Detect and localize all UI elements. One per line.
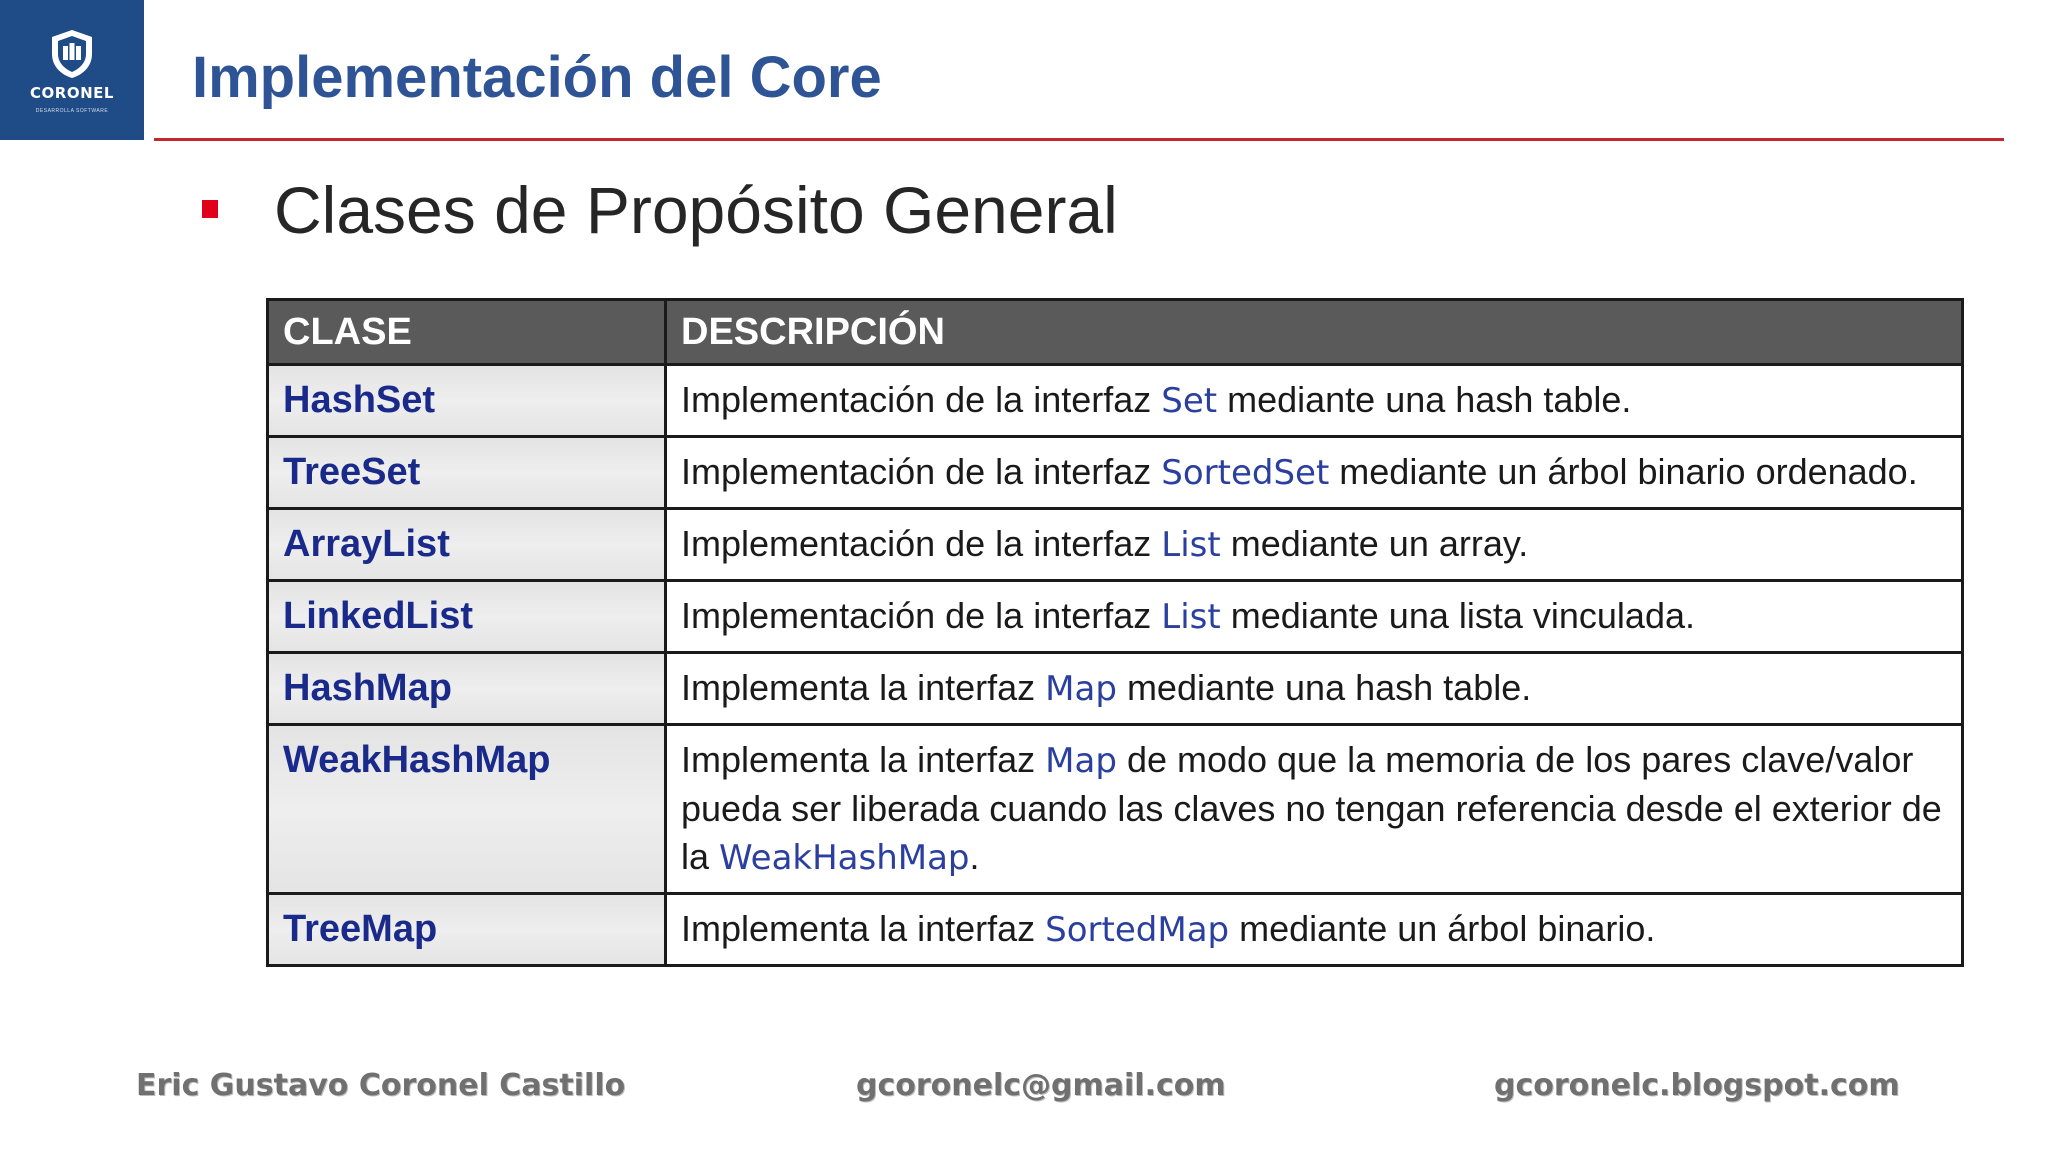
interface-name: WeakHashMap xyxy=(719,838,970,878)
class-name-cell: WeakHashMap xyxy=(268,725,666,894)
logo-tagline: DESARROLLA SOFTWARE xyxy=(35,108,109,114)
interface-name: Map xyxy=(1045,669,1117,709)
table-row xyxy=(268,894,1963,966)
interface-name: Map xyxy=(1045,741,1117,781)
description-text: Implementación de la interfaz xyxy=(681,523,1162,564)
footer-email[interactable]: gcoronelc@gmail.com xyxy=(856,1068,1226,1103)
footer-blog[interactable]: gcoronelc.blogspot.com xyxy=(1494,1068,1900,1103)
class-name-cell: HashMap xyxy=(268,653,666,725)
description-text: mediante una lista vinculada. xyxy=(1220,595,1695,636)
description-text: . xyxy=(969,836,980,877)
table-row xyxy=(268,509,1963,581)
description-text: mediante un array. xyxy=(1220,523,1529,564)
description-cell xyxy=(666,725,1963,894)
class-name-cell: TreeMap xyxy=(268,894,666,966)
slide-title: Implementación del Core xyxy=(192,45,882,110)
description-cell xyxy=(666,653,1963,725)
description-text: de modo que la memoria de los pares clave/valor pueda ser liberada cuando las claves no tengan referencia desde el exterior de la xyxy=(681,739,1942,877)
class-name-cell: TreeSet xyxy=(268,437,666,509)
bullet-square-icon xyxy=(202,200,218,218)
description-text: Implementa la interfaz xyxy=(681,667,1046,708)
description-text: Implementa la interfaz xyxy=(681,739,1046,780)
table-row xyxy=(268,365,1963,437)
class-name-cell: ArrayList xyxy=(268,509,666,581)
interface-name: SortedSet xyxy=(1161,453,1330,493)
description-text: mediante un árbol binario. xyxy=(1229,908,1656,949)
description-cell xyxy=(666,581,1963,653)
description-cell xyxy=(666,894,1963,966)
table-row xyxy=(268,653,1963,725)
description-text: Implementación de la interfaz xyxy=(681,451,1162,492)
header-descripcion: DESCRIPCIÓN xyxy=(666,300,1963,365)
table-row xyxy=(268,437,1963,509)
description-text: Implementación de la interfaz xyxy=(681,379,1162,420)
description-cell xyxy=(666,437,1963,509)
description-cell xyxy=(666,509,1963,581)
description-text: mediante un árbol binario ordenado. xyxy=(1329,451,1918,492)
description-text: mediante una hash table. xyxy=(1116,667,1532,708)
shield-icon xyxy=(49,28,95,80)
interface-name: SortedMap xyxy=(1045,910,1230,950)
description-text: Implementación de la interfaz xyxy=(681,595,1162,636)
classes-table xyxy=(266,298,1964,967)
bullet-heading: Clases de Propósito General xyxy=(274,173,1118,247)
logo xyxy=(0,0,144,140)
table-header-row xyxy=(268,300,1963,365)
description-cell xyxy=(666,365,1963,437)
logo-name: CORONEL xyxy=(30,84,114,102)
title-divider xyxy=(154,138,2004,141)
interface-name: Set xyxy=(1161,381,1218,421)
interface-name: List xyxy=(1161,525,1221,565)
description-text: mediante una hash table. xyxy=(1217,379,1632,420)
footer-author: Eric Gustavo Coronel Castillo xyxy=(136,1068,626,1103)
class-name-cell: HashSet xyxy=(268,365,666,437)
table-row xyxy=(268,725,1963,894)
interface-name: List xyxy=(1161,597,1221,637)
header-clase: CLASE xyxy=(268,300,666,365)
table-row xyxy=(268,581,1963,653)
class-name-cell: LinkedList xyxy=(268,581,666,653)
description-text: Implementa la interfaz xyxy=(681,908,1046,949)
